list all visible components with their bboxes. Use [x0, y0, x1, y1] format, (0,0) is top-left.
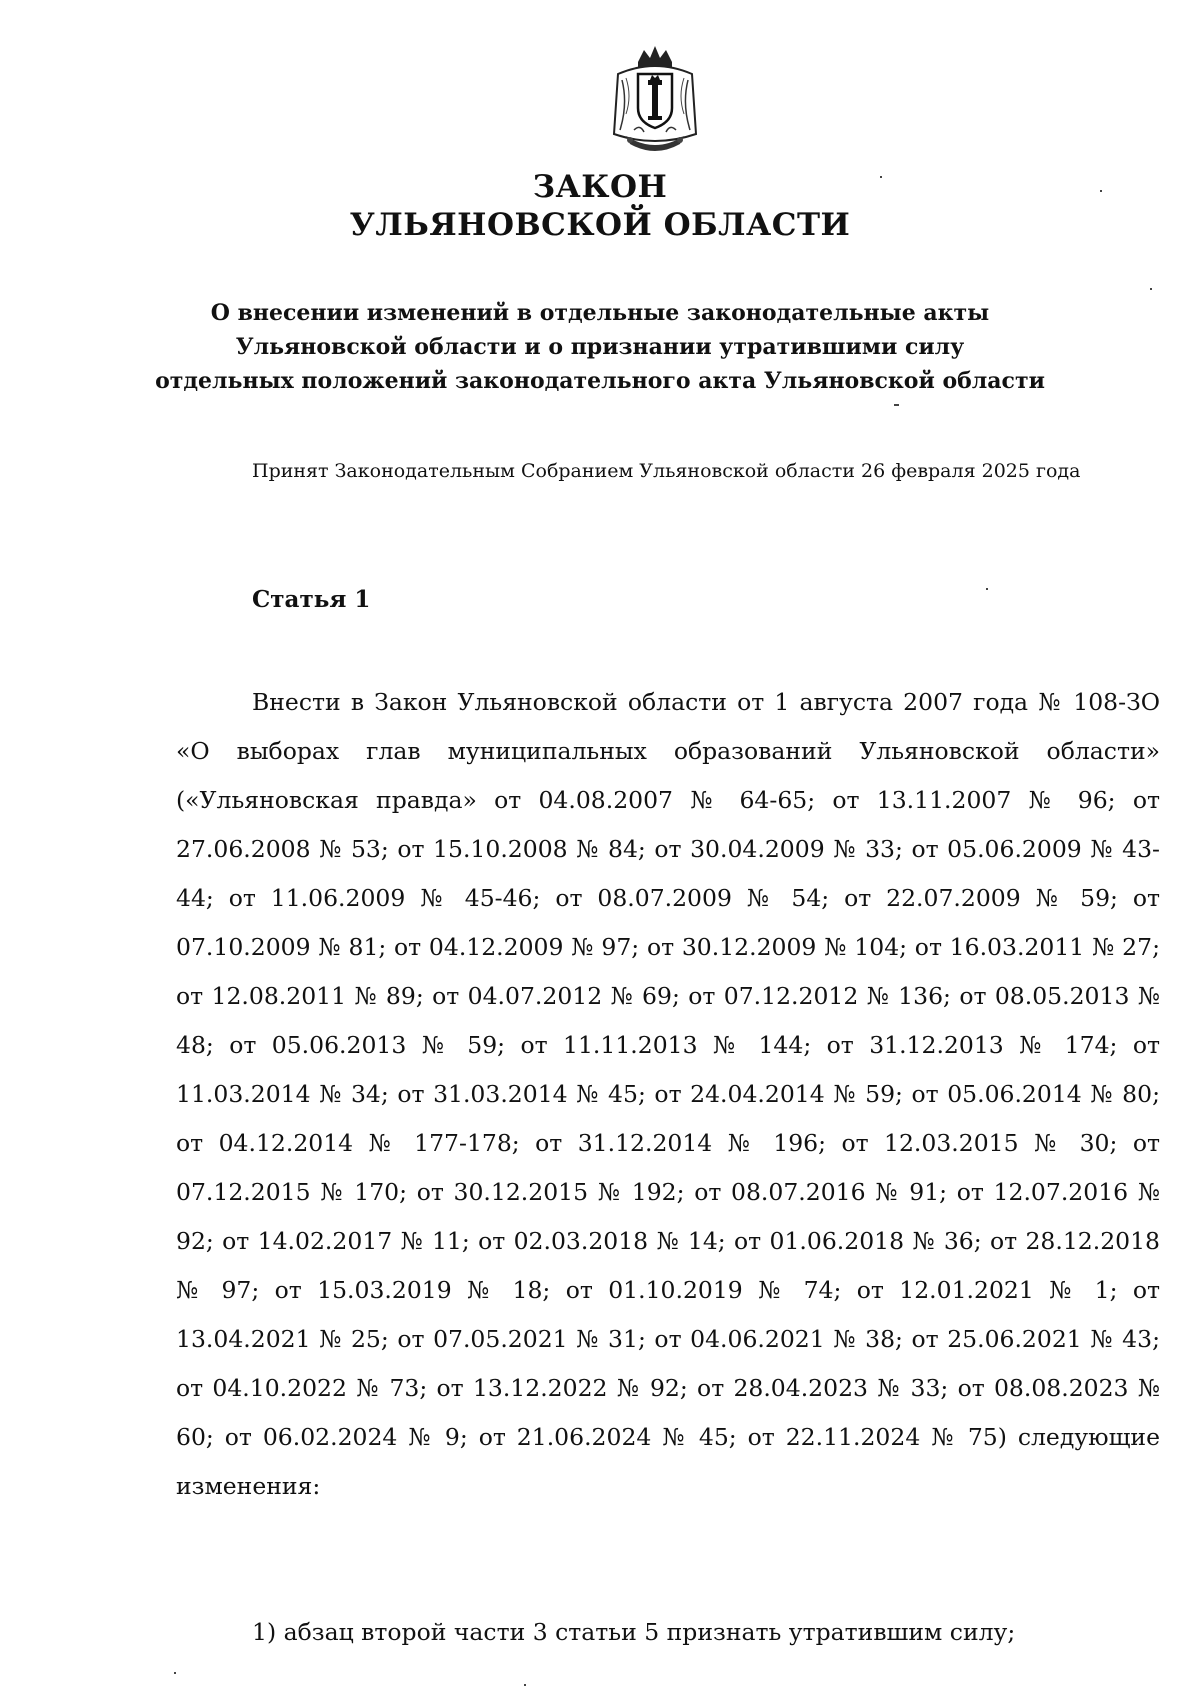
scan-speck	[1100, 190, 1102, 192]
article-heading: Статья 1	[252, 586, 371, 613]
law-title-line1: ЗАКОН	[532, 169, 668, 205]
coat-of-arms-icon	[604, 44, 706, 156]
law-subject-line1: О внесении изменений в отдельные законодательные акты	[210, 300, 990, 326]
law-subject-line2: Ульяновской области и о признании утратившими силу	[235, 334, 965, 360]
scan-speck	[524, 1684, 526, 1686]
scan-speck	[986, 588, 988, 590]
scan-speck	[174, 1672, 176, 1674]
scan-speck	[894, 404, 899, 406]
adoption-statement: Принят Законодательным Собранием Ульяновской области 26 февраля 2025 года	[252, 460, 1081, 482]
law-subject	[0, 296, 1200, 398]
article-item-1: 1) абзац второй части 3 статьи 5 признать утратившим силу;	[252, 1618, 1016, 1646]
law-title-line2: УЛЬЯНОВСКОЙ ОБЛАСТИ	[349, 207, 851, 243]
scan-speck	[880, 176, 882, 178]
article-paragraph: Внести в Закон Ульяновской области от 1 августа 2007 года № 108-ЗО «О выборах глав муниципальных образований Ульяновской области» («Ульяновская правда» от 04.08.2007 № 64-65; от 13.11.2007 № 96; от 27.06.2008 № 53; от 15.10.2008 № 84; от 30.04.2009 № 33; от 05.06.2009 № 43-44; от 11.06.2009 № 45-46; от 08.07.2009 № 54; от 22.07.2009 № 59; от 07.10.2009 № 81; от 04.12.2009 № 97; от 30.12.2009 № 104; от 16.03.2011 № 27; от 12.08.2011 № 89; от 04.07.2012 № 69; от 07.12.2012 № 136; от 08.05.2013 № 48; от 05.06.2013 № 59; от 11.11.2013 № 144; от 31.12.2013 № 174; от 11.03.2014 № 34; от 31.03.2014 № 45; от 24.04.2014 № 59; от 05.06.2014 № 80; от 04.12.2014 № 177-178; от 31.12.2014 № 196; от 12.03.2015 № 30; от 07.12.2015 № 170; от 30.12.2015 № 192; от 08.07.2016 № 91; от 12.07.2016 № 92; от 14.02.2017 № 11; от 02.03.2018 № 14; от 01.06.2018 № 36; от 28.12.2018 № 97; от 15.03.2019 № 18; от 01.10.2019 № 74; от 12.01.2021 № 1; от 13.04.2021 № 25; от 07.05.2021 № 31; от 04.06.2021 № 38; от 25.06.2021 № 43; от 04.10.2022 № 73; от 13.12.2022 № 92; от 28.04.2023 № 33; от 08.08.2023 № 60; от 06.02.2024 № 9; от 21.06.2024 № 45; от 22.11.2024 № 75) следующие изменения:	[176, 688, 1160, 1500]
scan-speck	[1150, 288, 1152, 290]
law-subject-line3: отдельных положений законодательного акта Ульяновской области	[155, 368, 1045, 394]
